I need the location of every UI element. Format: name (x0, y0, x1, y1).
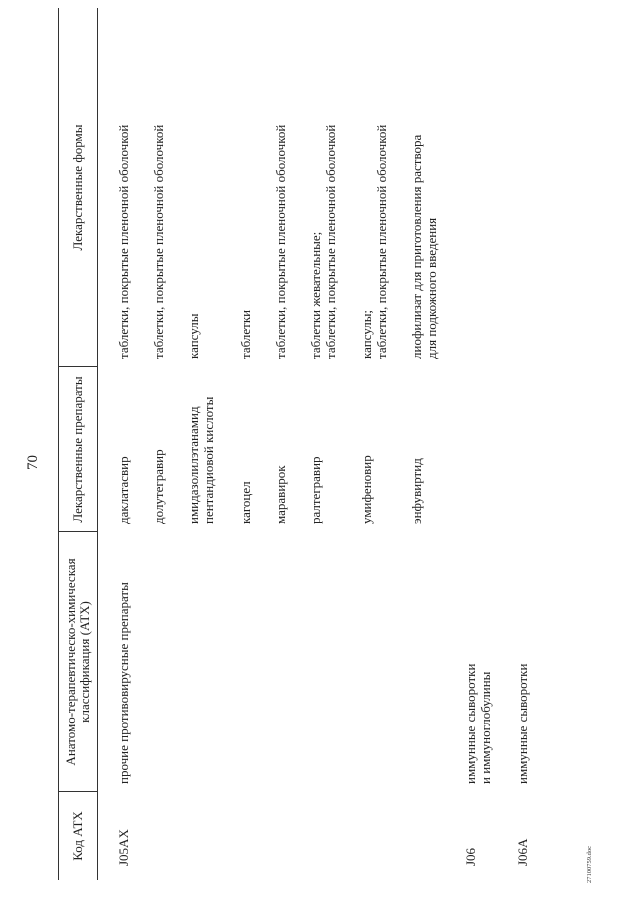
table-top-border (58, 8, 59, 880)
row-classification: иммунные сыворотки (515, 663, 530, 784)
row-drug: кагоцел (238, 481, 253, 524)
row-form: таблетки (238, 309, 253, 359)
row-code: J06A (515, 838, 530, 866)
row-form: таблетки, покрытые пленочной оболочкой (323, 124, 338, 359)
row-drug: умифеновир (359, 455, 374, 524)
table-header (58, 8, 98, 880)
row-form: для подкожного введения (424, 217, 439, 359)
col-divider (58, 531, 97, 532)
row-drug: энфувиртид (409, 458, 424, 524)
row-form: таблетки, покрытые пленочной оболочкой (273, 124, 288, 359)
row-form: таблетки, покрытые пленочной оболочкой (116, 124, 131, 359)
row-drug: даклатасвир (116, 456, 131, 524)
row-classification: и иммуноглобулины (478, 671, 493, 784)
row-form: таблетки, покрытые пленочной оболочкой (151, 124, 166, 359)
row-drug: ралтегравир (308, 456, 323, 524)
row-form: таблетки, покрытые пленочной оболочкой (374, 124, 389, 359)
row-form: таблетки жевательные; (308, 231, 323, 359)
row-form: капсулы; (359, 309, 374, 359)
row-code: J05AX (116, 829, 131, 866)
col-divider (58, 366, 97, 367)
page-number: 70 (25, 455, 41, 470)
row-classification: иммунные сыворотки (463, 663, 478, 784)
footer-doc-code: 27100759.doc (586, 845, 593, 883)
header-classification-line2: классификация (АТХ) (76, 601, 92, 723)
row-code: J06 (463, 847, 478, 866)
header-forms: Лекарственные формы (69, 124, 85, 251)
header-code: Код АТХ (69, 811, 85, 861)
col-divider (58, 791, 97, 792)
header-drugs: Лекарственные препараты (69, 376, 85, 523)
row-drug: маравирок (273, 465, 288, 524)
row-form: капсулы (186, 313, 201, 359)
header-classification (58, 532, 97, 792)
header-classification-line1: Анатомо-терапевтическо-химическая (62, 558, 78, 766)
row-drug: пентандиовой кислоты (201, 396, 216, 524)
row-drug: имидазолилэтанамид (186, 406, 201, 524)
row-drug: долутегравир (151, 449, 166, 524)
row-form: лиофилизат для приготовления раствора (409, 134, 424, 359)
row-classification: прочие противовирусные препараты (116, 582, 131, 784)
